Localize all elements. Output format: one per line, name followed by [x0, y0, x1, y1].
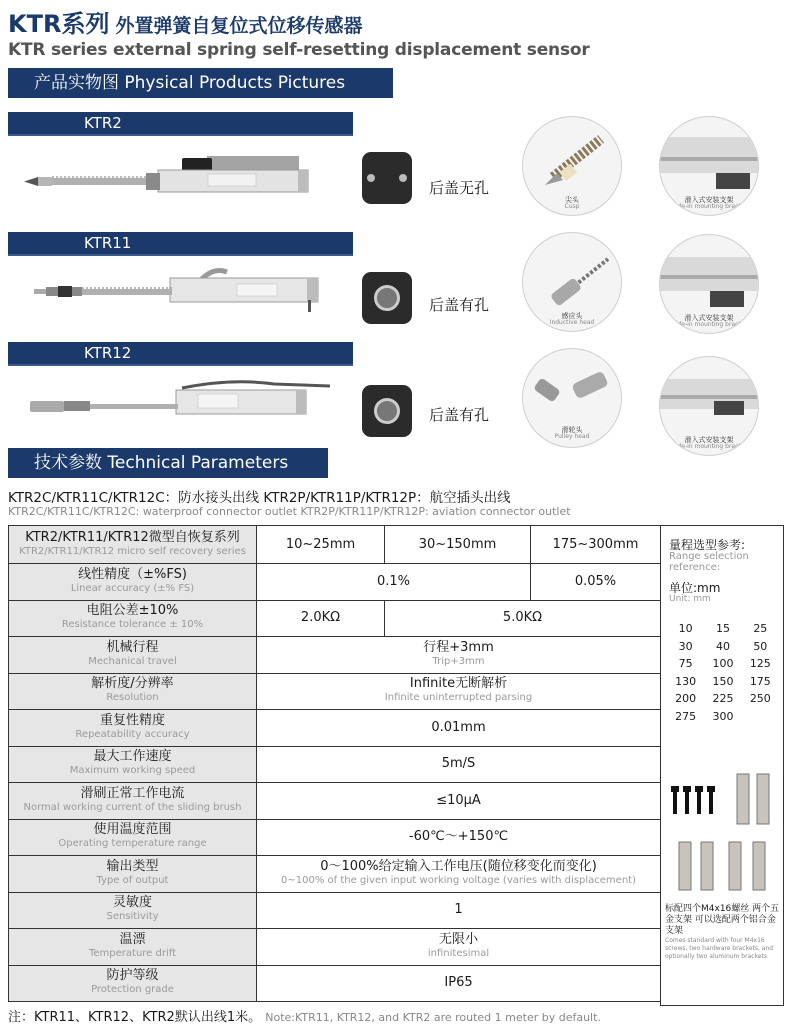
tip-label-cn: 滑轮头 [561, 426, 583, 434]
row-label: 灵敏度 Sensitivity [9, 892, 257, 929]
bracket-label-en: Slide-in mounting bracket [670, 321, 748, 328]
row-value: 2.0KΩ [257, 600, 385, 637]
table-row [9, 637, 661, 674]
tip-label-cn: 尖头 [565, 196, 579, 204]
accessories-note-cn: 标配四个M4x16螺丝 两个五金支架 可以选配两个铝合金支架 [665, 904, 780, 936]
back-cap-icon [362, 272, 412, 324]
tip-label-en: Cusp [564, 203, 580, 210]
page-subtitle: KTR series external spring self-resetting displacement sensor [8, 40, 590, 60]
row-value: ≤10μA [257, 783, 661, 820]
range-value: 250 [749, 692, 771, 705]
table-row [9, 819, 661, 856]
tip-image-ktr12 [522, 348, 622, 448]
row-label: 重复性精度 Repeatability accuracy [9, 710, 257, 747]
range-selection-panel [660, 525, 784, 1006]
tip-image-ktr2 [522, 116, 622, 216]
range-header: 10~25mm [257, 526, 385, 564]
page-title [8, 4, 362, 39]
title-main: KTR系列 [8, 10, 110, 38]
row-label: 电阻公差±10% Resistance tolerance ± 10% [9, 600, 257, 637]
range-header: 175~300mm [531, 526, 661, 564]
table-header-row [9, 526, 661, 564]
row-label: 使用温度范围 Operating temperature range [9, 819, 257, 856]
model-line [8, 364, 353, 366]
bracket-label-cn: 滑入式安装支架 [684, 196, 734, 204]
range-title-en: Range selection reference: [669, 551, 749, 573]
tip-label-cn: 感应头 [561, 312, 583, 320]
tip-label-en: Inductive head [549, 319, 595, 326]
back-cap-icon [362, 152, 412, 204]
model-line [8, 134, 353, 136]
bracket-label-en: Slide-in mounting bracket [670, 443, 748, 450]
row-value: 0～100%给定输入工作电压(随位移变化而变化) 0~100% of the given input working voltage (varies with displacement) [257, 856, 661, 893]
range-value: 25 [753, 622, 768, 635]
cap-label-ktr12: 后盖有孔 [429, 406, 490, 424]
range-value: 50 [753, 639, 768, 653]
range-value: 300 [712, 709, 734, 723]
row-label: 滑刷正常工作电流 Normal working current of the sliding brush [9, 783, 257, 820]
row-label: 温漂 Temperature drift [9, 929, 257, 966]
range-value: 10 [678, 622, 693, 635]
range-title: 量程选型参考: [669, 538, 746, 552]
row-label: 机械行程 Mechanical travel [9, 637, 257, 674]
range-value: 40 [715, 639, 730, 653]
range-value: 175 [749, 674, 771, 688]
row-value: 0.05% [531, 564, 661, 601]
row-label: 防护等级 Protection grade [9, 965, 257, 1002]
table-row [9, 564, 661, 601]
ktr12-sensor-image [12, 370, 332, 460]
range-value: 100 [712, 657, 734, 670]
model-bar-ktr11: KTR11 [8, 232, 353, 254]
unit-label: 单位:mm [669, 581, 721, 595]
range-value: 130 [675, 674, 697, 688]
row-value: 行程+3mm Trip+3mm [257, 637, 661, 674]
bracket-image-1 [659, 116, 759, 216]
unit-label-en: Unit: mm [669, 594, 711, 604]
range-value: 15 [715, 622, 730, 635]
row-value: 0.1% [257, 564, 531, 601]
ktr2-sensor-image [12, 140, 332, 230]
row-label: 解析度/分辨率 Resolution [9, 673, 257, 710]
table-row [9, 856, 661, 893]
ktr11-sensor-image [12, 256, 332, 346]
title-cn: 外置弹簧自复位式位移传感器 [115, 15, 363, 37]
table-row [9, 673, 661, 710]
cap-label-ktr2: 后盖无孔 [429, 179, 490, 197]
row-value: 5m/S [257, 746, 661, 783]
bracket-label-cn: 滑入式安装支架 [684, 436, 734, 444]
bracket-image-2 [659, 234, 759, 334]
table-row [9, 929, 661, 966]
products-band: 产品实物图 Physical Products Pictures [8, 68, 393, 98]
range-grid [667, 622, 779, 723]
range-value: 30 [678, 639, 693, 653]
tip-image-ktr11 [522, 232, 622, 332]
outlet-note-en: KTR2C/KTR11C/KTR12C: waterproof connector outlet KTR2P/KTR11P/KTR12P: aviation connector outlet [8, 505, 571, 518]
spec-table [8, 525, 661, 1002]
range-value: 150 [712, 674, 734, 688]
row-value: -60℃～+150℃ [257, 819, 661, 856]
row-value: 5.0KΩ [385, 600, 661, 637]
footer-note [8, 1006, 601, 1025]
footer-note-en: Note:KTR11, KTR12, and KTR2 are routed 1 meter by default. [265, 1011, 601, 1024]
row-value: 0.01mm [257, 710, 661, 747]
model-bar-ktr2: KTR2 [8, 112, 353, 134]
model-bar-ktr12: KTR12 [8, 342, 353, 364]
range-value: 125 [749, 657, 771, 670]
table-row [9, 965, 661, 1002]
bracket-image-3 [659, 356, 759, 456]
footer-note-cn: 注：KTR11、KTR12、KTR2默认出线1米。 [8, 1010, 262, 1025]
bracket-label-cn: 滑入式安装支架 [684, 314, 734, 322]
tip-label-en: Pulley head [554, 433, 590, 440]
row-label: 线性精度（±%FS) Linear accuracy (±% FS) [9, 564, 257, 601]
outlet-note-cn: KTR2C/KTR11C/KTR12C：防水接头出线 KTR2P/KTR11P/KTR12P：航空插头出线 [8, 490, 511, 506]
row-label: 输出类型 Type of output [9, 856, 257, 893]
back-cap-icon [362, 385, 412, 437]
table-row [9, 710, 661, 747]
range-value: 275 [675, 709, 697, 723]
table-row [9, 783, 661, 820]
range-header: 30~150mm [385, 526, 531, 564]
row-label: 最大工作速度 Maximum working speed [9, 746, 257, 783]
range-value: 225 [712, 692, 734, 705]
table-row [9, 600, 661, 637]
series-header: KTR2/KTR11/KTR12微型自恢复系列 KTR2/KTR11/KTR12 micro self recovery series [9, 526, 257, 564]
cap-label-ktr11: 后盖有孔 [429, 296, 490, 314]
row-value: Infinite无断解析 Infinite uninterrupted parsing [257, 673, 661, 710]
table-row [9, 746, 661, 783]
bracket-label-en: Slide-in mounting bracket [670, 203, 748, 210]
screws-and-brackets-icon [667, 764, 779, 894]
row-value: 1 [257, 892, 661, 929]
range-value: 200 [675, 692, 697, 705]
range-value: 75 [678, 657, 693, 670]
row-value: 无限小 infinitesimal [257, 929, 661, 966]
row-value: IP65 [257, 965, 661, 1002]
params-band: 技术参数 Technical Parameters [8, 448, 328, 478]
table-row [9, 892, 661, 929]
accessories-note-en: Comes standard with four M4x16 screws, two hardware brackets, and optionally two aluminum brackets [665, 937, 774, 960]
